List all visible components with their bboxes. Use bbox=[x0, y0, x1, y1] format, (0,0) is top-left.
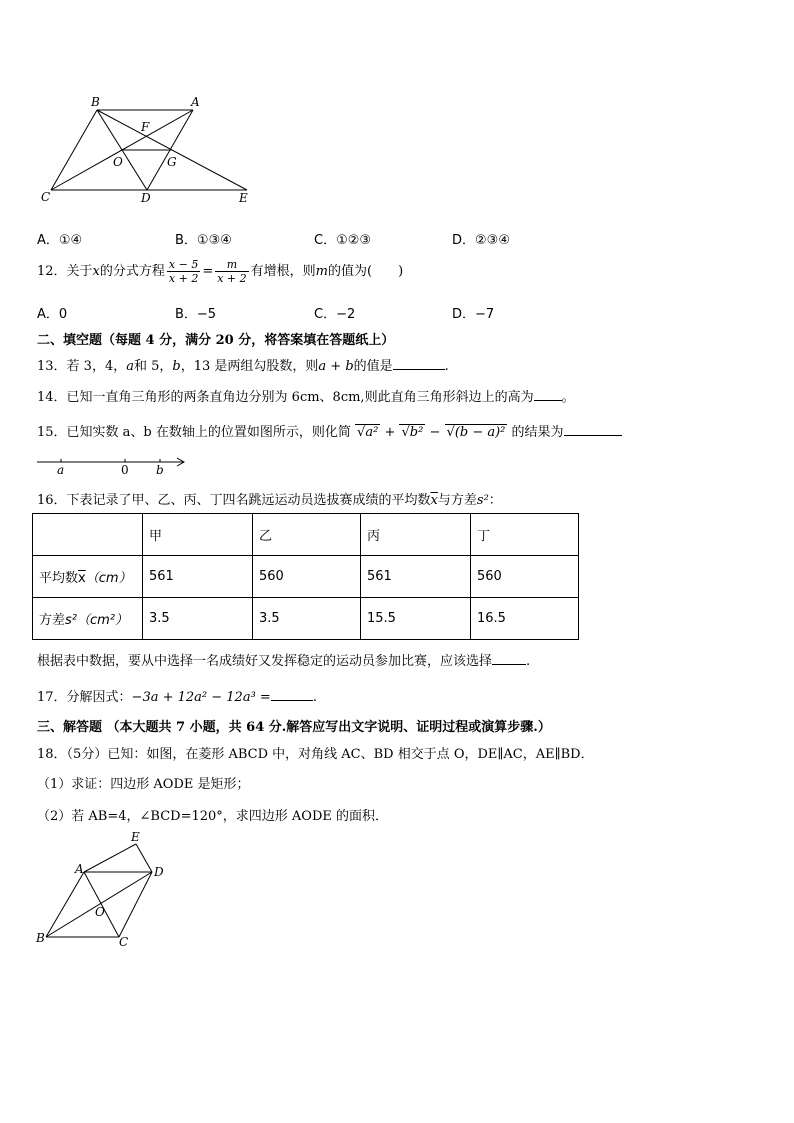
question-14: 14．已知一直角三角形的两条直角边分别为 6cm、8cm,则此直角三角形斜边上的高为 。 bbox=[37, 390, 575, 405]
q12-option-a: A．0 bbox=[37, 307, 68, 322]
label-D: D bbox=[141, 191, 151, 205]
label-O: O bbox=[113, 155, 123, 169]
label-G: G bbox=[167, 155, 177, 169]
table-cell: 561 bbox=[143, 556, 253, 598]
table-header-cell: 甲 bbox=[143, 514, 253, 556]
table-cell: 561 bbox=[361, 556, 471, 598]
numberline-b: b bbox=[156, 463, 164, 477]
row-label-variance: 方差s²（cm²） bbox=[33, 598, 143, 640]
q11-option-c: C．①②③ bbox=[314, 233, 372, 248]
label-D: D bbox=[154, 865, 164, 879]
label-E: E bbox=[131, 830, 140, 844]
number-line bbox=[35, 452, 190, 477]
section-3-title: 三、解答题 （本大题共 7 小题，共 64 分.解答应写出文字说明、证明过程或演算步骤.） bbox=[37, 720, 551, 735]
sqrt-a2: √a² bbox=[357, 425, 379, 440]
table-header-row bbox=[33, 514, 579, 556]
label-F: F bbox=[141, 120, 150, 134]
answer-blank-17 bbox=[271, 688, 313, 701]
table-cell: 3.5 bbox=[143, 598, 253, 640]
q11-option-d: D．②③④ bbox=[452, 233, 510, 248]
q11-option-a: A．①④ bbox=[37, 233, 83, 248]
question-15: 15．已知实数 a、b 在数轴上的位置如图所示，则化简 √a² + √b² − √(b − a)² 的结果为 bbox=[37, 421, 622, 440]
table-header-cell bbox=[33, 514, 143, 556]
q11-option-b: B．①③④ bbox=[175, 233, 232, 248]
section-2-title: 二、填空题（每题 4 分，满分 20 分，将答案填在答题纸上） bbox=[37, 333, 395, 348]
question-13: 13．若 3，4，a和 5，b，13 是两组勾股数，则a + b的值是 . bbox=[37, 359, 449, 374]
table-header-cell: 丙 bbox=[361, 514, 471, 556]
question-16: 16．下表记录了甲、乙、丙、丁四名跳远运动员选拔赛成绩的平均数$\overline{x}$与方差s²： bbox=[37, 493, 502, 508]
label-A: A bbox=[75, 862, 84, 876]
answer-blank-15 bbox=[564, 423, 622, 436]
question-12: 12．关于x的分式方程 $\frac{x - 5}{x + 2}$ = $\frac{m}{x + 2}$ 有增根，则m的值为( ) bbox=[37, 258, 404, 285]
figure-parallelogram-bafocdge bbox=[30, 88, 260, 208]
answer-blank-16 bbox=[492, 652, 526, 665]
question-18-part-1: （1）求证：四边形 AODE 是矩形； bbox=[37, 777, 250, 792]
fraction-2: $\frac{m}{x + 2}$ bbox=[217, 258, 247, 285]
q12-option-c: C．−2 bbox=[314, 307, 356, 322]
label-O: O bbox=[95, 905, 105, 919]
label-C: C bbox=[119, 935, 129, 949]
q12-option-b: B．−5 bbox=[175, 307, 217, 322]
score-table bbox=[32, 513, 579, 640]
table-cell: 15.5 bbox=[361, 598, 471, 640]
question-16-answer: 根据表中数据，要从中选择一名成绩好又发挥稳定的运动员参加比赛，应该选择 . bbox=[37, 654, 531, 669]
numberline-a: a bbox=[57, 463, 65, 477]
label-E: E bbox=[239, 191, 248, 205]
table-cell: 16.5 bbox=[471, 598, 579, 640]
question-17: 17．分解因式：−3a + 12a² − 12a³ = . bbox=[37, 690, 317, 705]
table-cell: 560 bbox=[471, 556, 579, 598]
answer-blank-13 bbox=[393, 357, 445, 370]
figure-rhombus-aode bbox=[30, 828, 170, 953]
table-cell: 3.5 bbox=[253, 598, 361, 640]
label-C: C bbox=[41, 190, 51, 204]
sqrt-b2: √b² bbox=[401, 425, 424, 440]
label-B: B bbox=[36, 931, 45, 945]
q12-option-d: D．−7 bbox=[452, 307, 495, 322]
fraction-1: $\frac{x - 5}{x + 2}$ bbox=[168, 258, 199, 285]
table-row-average bbox=[33, 556, 579, 598]
question-18-stem: 18．（5分）已知：如图，在菱形 ABCD 中，对角线 AC、BD 相交于点 O，DE∥AC，AE∥BD． bbox=[37, 747, 594, 762]
answer-blank-14 bbox=[534, 388, 562, 401]
numberline-zero: 0 bbox=[121, 463, 129, 477]
table-header-cell: 乙 bbox=[253, 514, 361, 556]
label-B: B bbox=[91, 95, 100, 109]
question-18-part-2: （2）若 AB=4，∠BCD=120°，求四边形 AODE 的面积． bbox=[37, 809, 388, 824]
row-label-average: 平均数$\overline{x}(cm)$ bbox=[33, 556, 143, 598]
table-header-cell: 丁 bbox=[471, 514, 579, 556]
table-row-variance bbox=[33, 598, 579, 640]
table-cell: 560 bbox=[253, 556, 361, 598]
label-A: A bbox=[191, 95, 200, 109]
sqrt-ba2: √(b − a)² bbox=[446, 425, 506, 440]
